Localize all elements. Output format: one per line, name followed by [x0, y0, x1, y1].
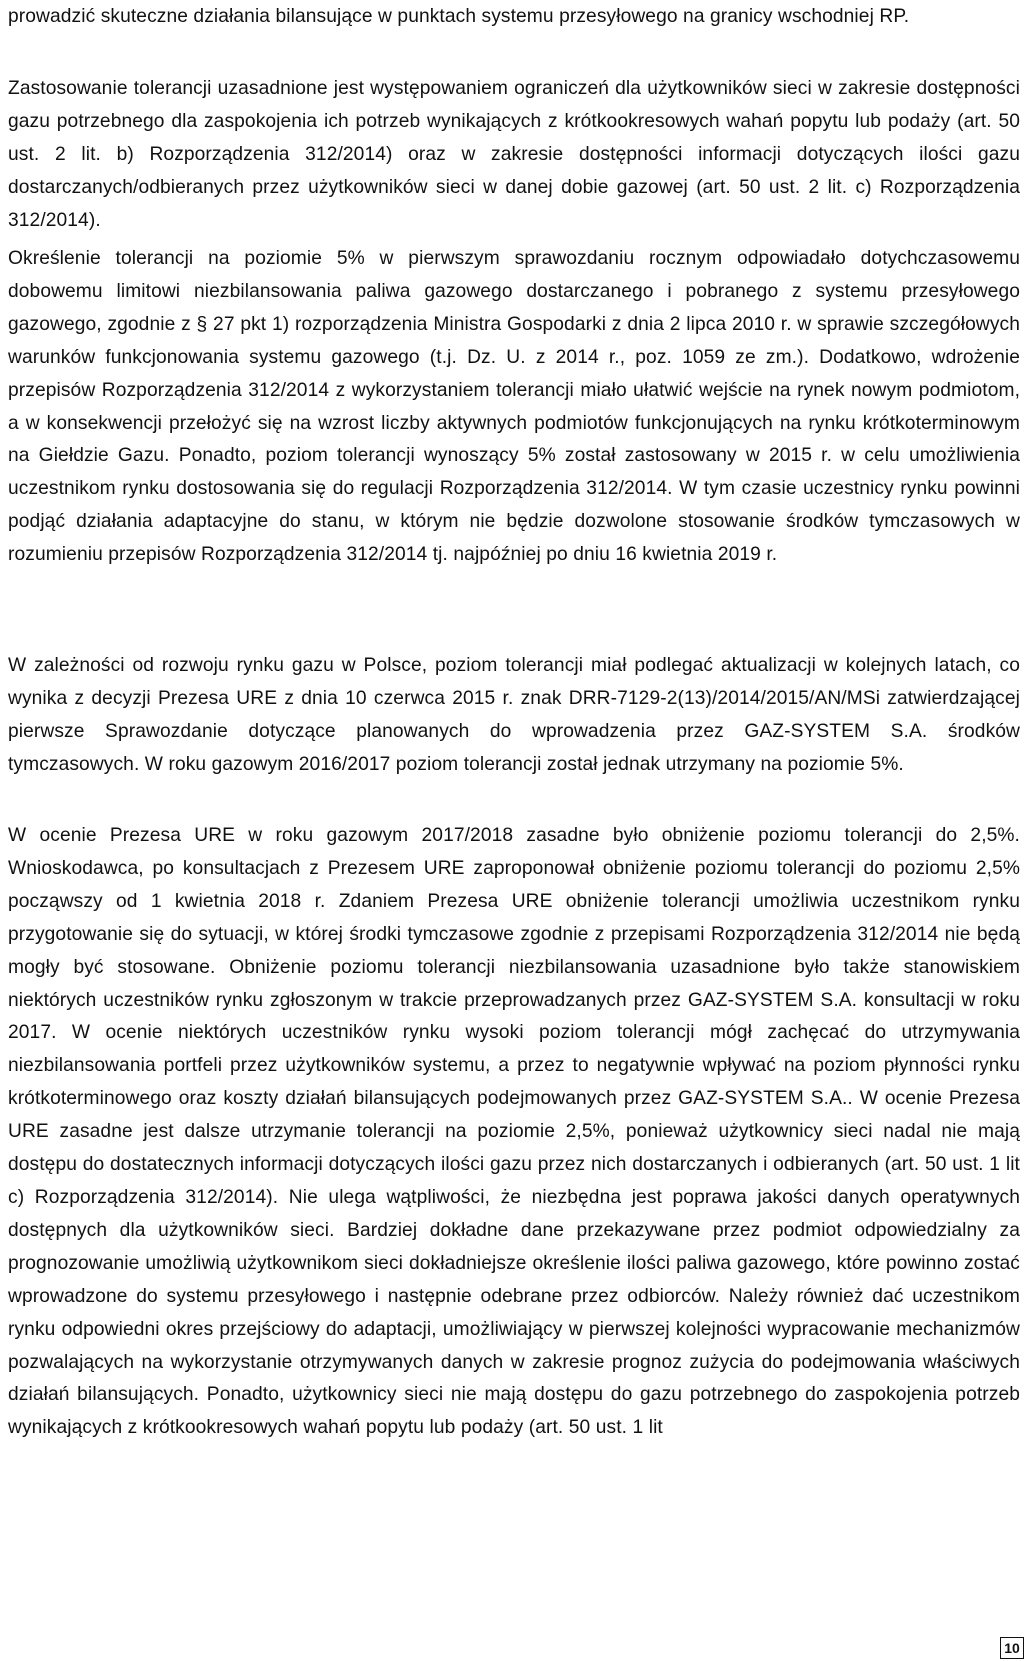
paragraph-4: W zależności od rozwoju rynku gazu w Polsce, poziom tolerancji miał podlegać aktualizacji w kolejnych latach, co wynika z decyzji Prezesa URE z dnia 10 czerwca 2015 r. znak DRR-7129-2(13)/2014/2015/AN/MSi zatwierdzającej pierwsze Sprawozdanie dotyczące planowanych do wprowadzenia przez GAZ-SYSTEM S.A. środków tymczasowych. W roku gazowym 2016/2017 poziom tolerancji został jednak utrzymany na poziomie 5%. — [8, 655, 1020, 775]
paragraph-5: W ocenie Prezesa URE w roku gazowym 2017/2018 zasadne było obniżenie poziomu tolerancji do 2,5%. Wnioskodawca, po konsultacjach z Prezesem URE zaproponował obniżenie poziomu tolerancji do poziomu 2,5% począwszy od 1 kwietnia 2018 r. Zdaniem Prezesa URE obniżenie tolerancji umożliwia uczestnikom rynku przygotowanie się do sytuacji, w której środki tymczasowe zgodnie z przepisami Rozporządzenia 312/2014 nie będą mogły być stosowane. Obniżenie poziomu tolerancji niezbilansowania uzasadnione było także stanowiskiem niektórych uczestników rynku zgłoszonym w trakcie przeprowadzanych przez GAZ-SYSTEM S.A. konsultacji w roku 2017. W ocenie niektórych uczestników rynku wysoki poziom tolerancji mógł zachęcać do utrzymywania niezbilansowania portfeli przez użytkowników systemu, a przez to negatywnie wpływać na poziom płynności rynku krótkoterminowego oraz koszty działań bilansujących podejmowanych przez GAZ-SYSTEM S.A.. W ocenie Prezesa URE zasadne jest dalsze utrzymanie tolerancji na poziomie 2,5%, ponieważ użytkownicy sieci nadal nie mają dostępu do dostatecznych informacji dotyczących ilości gazu przez nich dostarczanych i odbieranych (art. 50 ust. 1 lit c) Rozporządzenia 312/2014). Nie ulega wątpliwości, że niezbędna jest poprawa jakości danych operatywnych dostępnych dla użytkowników sieci. Bardziej dokładne dane przekazywane przez podmiot odpowiedzialny za prognozowanie umożliwią użytkownikom sieci dokładniejsze określenie ilości paliwa gazowego, które powinno zostać wprowadzone do systemu przesyłowego i następnie odebrane przez odbiorców. Należy również dać uczestnikom rynku odpowiedni okres przejściowy do adaptacji, umożliwiający w pierwszej kolejności wypracowanie mechanizmów pozwalających na wykorzystanie otrzymywanych danych w zakresie prognoz zużycia do podejmowania właściwych działań bilansujących. Ponadto, użytkownicy sieci nie mają dostępu do gazu potrzebnego do zaspokojenia potrzeb wynikających z krótkookresowych wahań popytu lub podaży (art. 50 ust. 1 lit — [8, 825, 1020, 1439]
paragraph-3: Określenie tolerancji na poziomie 5% w pierwszym sprawozdaniu rocznym odpowiadało dotychczasowemu dobowemu limitowi niezbilansowania paliwa gazowego dostarczanego i pobranego z systemu przesyłowego gazowego, zgodnie z § 27 pkt 1) rozporządzenia Ministra Gospodarki z dnia 2 lipca 2010 r. w sprawie szczegółowych warunków funkcjonowania systemu gazowego (t.j. Dz. U. z 2014 r., poz. 1059 ze zm.). Dodatkowo, wdrożenie przepisów Rozporządzenia 312/2014 z wykorzystaniem tolerancji miało ułatwić wejście na rynek nowym podmiotom, a w konsekwencji przełożyć się na wzrost liczby aktywnych podmiotów funkcjonujących na rynku krótkoterminowym na Giełdzie Gazu. Ponadto, poziom tolerancji wynoszący 5% został zastosowany w 2015 r. w celu umożliwienia uczestnikom rynku dostosowania się do regulacji Rozporządzenia 312/2014. W tym czasie uczestnicy rynku powinni podjąć działania adaptacyjne do stanu, w którym nie będzie dozwolone stosowanie środków tymczasowych w rozumieniu przepisów Rozporządzenia 312/2014 tj. najpóźniej po dniu 16 kwietnia 2019 r. — [8, 248, 1020, 566]
paragraph-2: Zastosowanie tolerancji uzasadnione jest występowaniem ograniczeń dla użytkowników sieci w zakresie dostępności gazu potrzebnego dla zaspokojenia ich potrzeb wynikających z krótkookresowych wahań popytu lub podaży (art. 50 ust. 2 lit. b) Rozporządzenia 312/2014) oraz w zakresie dostępności informacji dotyczących ilości gazu dostarczanych/odbieranych przez użytkowników sieci w danej dobie gazowej (art. 50 ust. 2 lit. c) Rozporządzenia 312/2014). — [8, 78, 1020, 231]
paragraph-1: prowadzić skuteczne działania bilansujące w punktach systemu przesyłowego na granicy wschodniej RP. — [8, 6, 910, 27]
page-number: 10 — [1000, 1637, 1024, 1659]
